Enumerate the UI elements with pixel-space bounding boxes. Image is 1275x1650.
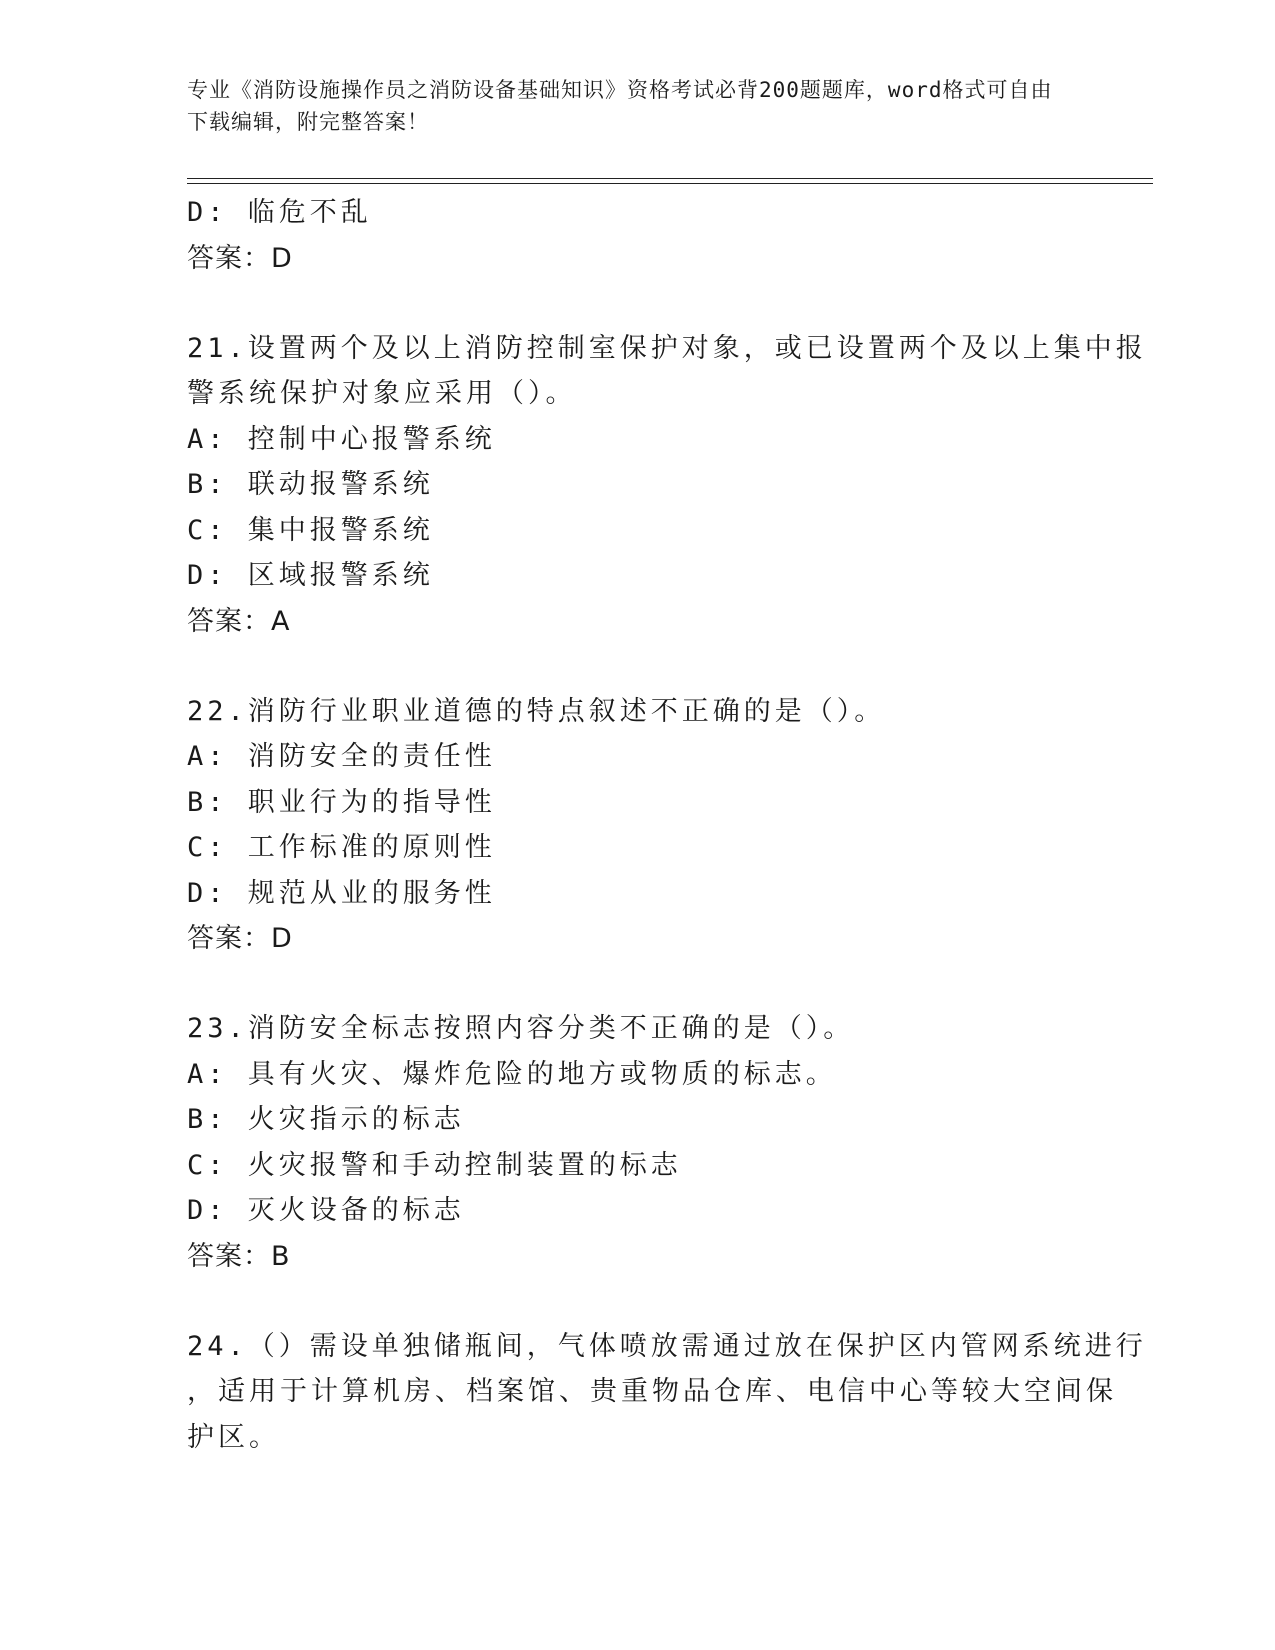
question-stem: 22.消防行业职业道德的特点叙述不正确的是（）。 [187, 695, 886, 727]
answer: 答案：D [187, 923, 293, 954]
option-b: B: 职业行为的指导性 [187, 786, 496, 818]
question-stem: ，适用于计算机房、档案馆、贵重物品仓库、电信中心等较大空间保 [187, 1376, 1117, 1407]
question-24 [187, 1324, 1147, 1461]
option-d: D: 规范从业的服务性 [187, 877, 496, 909]
question-content [187, 190, 1147, 1460]
document-header: 专业《消防设施操作员之消防设备基础知识》资格考试必背200题题库，word格式可自由下载编辑，附完整答案！ [187, 78, 1053, 134]
question-21 [187, 326, 1147, 645]
question-stem: 护区。 [187, 1421, 280, 1453]
question-stem: 21.设置两个及以上消防控制室保护对象，或已设置两个及以上集中报 [187, 332, 1147, 364]
answer: 答案：A [187, 605, 291, 637]
option-c: C: 集中报警系统 [187, 514, 434, 546]
option-b: B: 火灾指示的标志 [187, 1104, 465, 1135]
option-c: C: 火灾报警和手动控制装置的标志 [187, 1149, 682, 1181]
option-a: A: 消防安全的责任性 [187, 741, 496, 772]
option-b: B: 联动报警系统 [187, 469, 434, 500]
question-stem: 警系统保护对象应采用（）。 [187, 378, 577, 409]
prev-answer: 答案：D [187, 242, 293, 274]
prev-option-d: D: 临危不乱 [187, 197, 372, 228]
question-stem: 24.（）需设单独储瓶间，气体喷放需通过放在保护区内管网系统进行 [187, 1330, 1147, 1362]
header-rule-bottom [187, 183, 1153, 184]
question-stem: 23.消防安全标志按照内容分类不正确的是（）。 [187, 1013, 855, 1044]
option-c: C: 工作标准的原则性 [187, 832, 496, 863]
header-rule-top [187, 178, 1153, 179]
question-23 [187, 1006, 1087, 1280]
option-a: A: 具有火灾、爆炸危险的地方或物质的标志。 [187, 1058, 837, 1090]
question-22 [187, 689, 1087, 963]
option-d: D: 区域报警系统 [187, 560, 434, 591]
answer: 答案：B [187, 1240, 291, 1272]
option-d: D: 灭火设备的标志 [187, 1195, 465, 1226]
option-a: A: 控制中心报警系统 [187, 423, 496, 455]
